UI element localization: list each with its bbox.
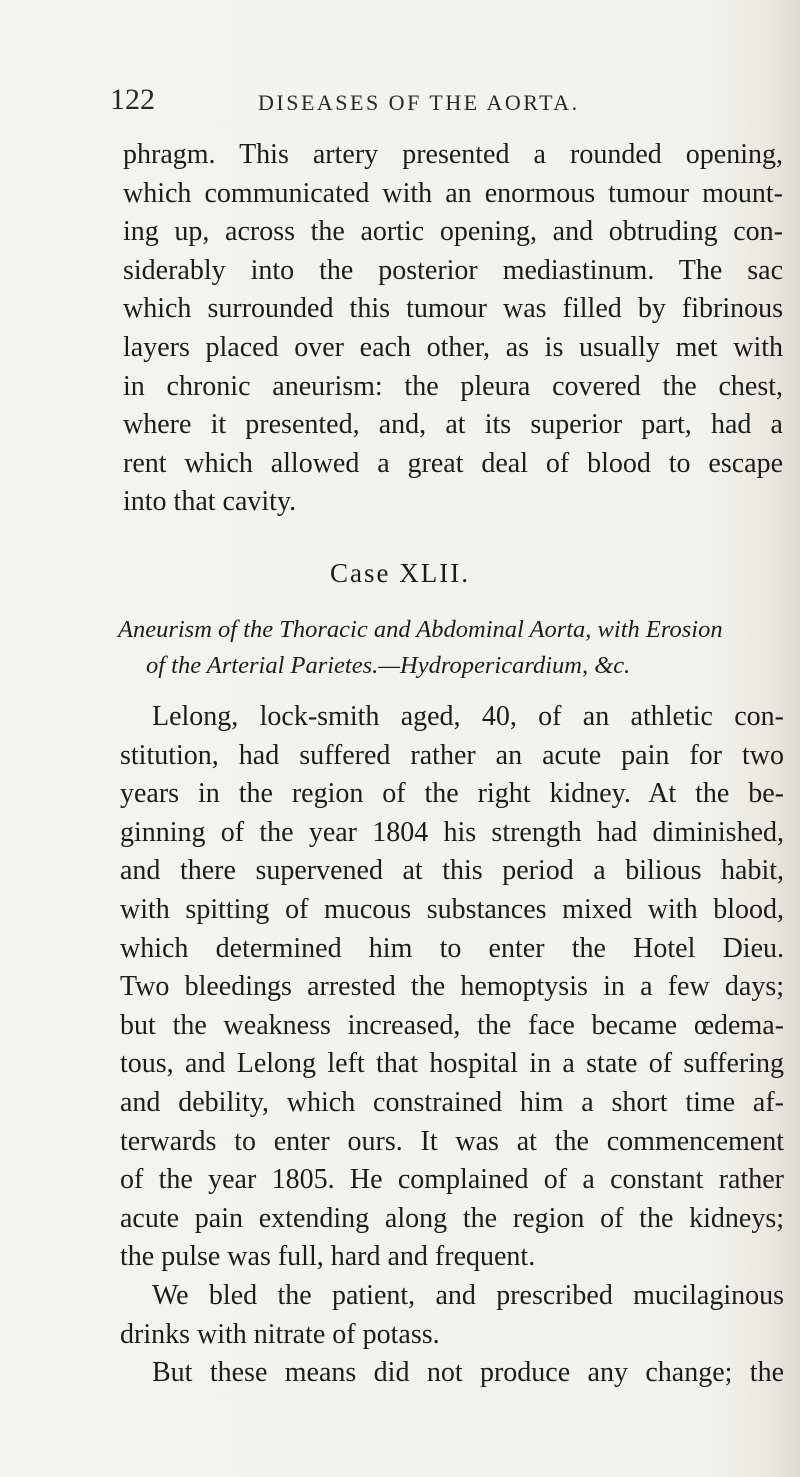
text-line: in chronic aneurism: the pleura covered the chest, [123,370,783,402]
text-line: ginning of the year 1804 his strength had diminished, [120,816,784,848]
text-line: and there supervened at this period a bilious habit, [120,855,784,887]
text-line: Lelong, lock-smith aged, 40, of an athletic con- [152,701,784,732]
subtitle-line: Aneurism of the Thoracic and Abdominal Aorta, with Erosion [118,616,723,643]
text-line: phragm. This artery presented a rounded opening, [123,139,783,170]
text-line: and debility, which constrained him a short time af- [120,1086,784,1118]
text-line: ing up, across the aortic opening, and obtruding con- [123,216,783,248]
text-line: stitution, had suffered rather an acute pain for two [120,739,784,771]
text-line: acute pain extending along the region of the kidneys; [120,1202,784,1234]
text-line: drinks with nitrate of potass. [120,1318,440,1350]
case-subtitle [118,612,783,684]
text-line: but the weakness increased, the face became œdema- [120,1009,784,1041]
text-line: layers placed over each other, as is usually met with [123,331,783,363]
text-line: which determined him to enter the Hotel Dieu. [120,932,784,964]
text-line: with spitting of mucous substances mixed with blood, [120,893,784,925]
text-line: siderably into the posterior mediastinum. The sac [123,254,783,286]
text-line: terwards to enter ours. It was at the commencement [120,1125,784,1157]
page-header [110,82,710,122]
subtitle-line: of the Arterial Parietes.—Hydropericardium, &c. [146,652,631,679]
text-line: rent which allowed a great deal of blood to escape [123,447,783,479]
text-line: which communicated with an enormous tumour mount- [123,177,783,209]
text-line: tous, and Lelong left that hospital in a state of suffering [120,1048,784,1080]
text-line: which surrounded this tumour was filled by fibrinous [123,293,783,325]
paragraph-continued [123,136,783,522]
text-line: of the year 1805. He complained of a constant rather [120,1164,784,1196]
case-body [120,698,784,1393]
text-line: the pulse was full, hard and frequent. [120,1241,536,1273]
page-number: 122 [110,83,155,116]
text-line: Two bleedings arrested the hemoptysis in a few days; [120,971,784,1003]
text-line: We bled the patient, and prescribed mucilaginous [152,1279,784,1311]
text-line: But these means did not produce any change; the [152,1357,784,1389]
text-line: into that cavity. [123,486,297,518]
case-heading: Case XLII. [330,558,470,588]
running-head: DISEASES OF THE AORTA. [258,90,580,115]
text-line: years in the region of the right kidney. At the be- [120,778,784,810]
text-line: where it presented, and, at its superior part, had a [123,409,783,441]
